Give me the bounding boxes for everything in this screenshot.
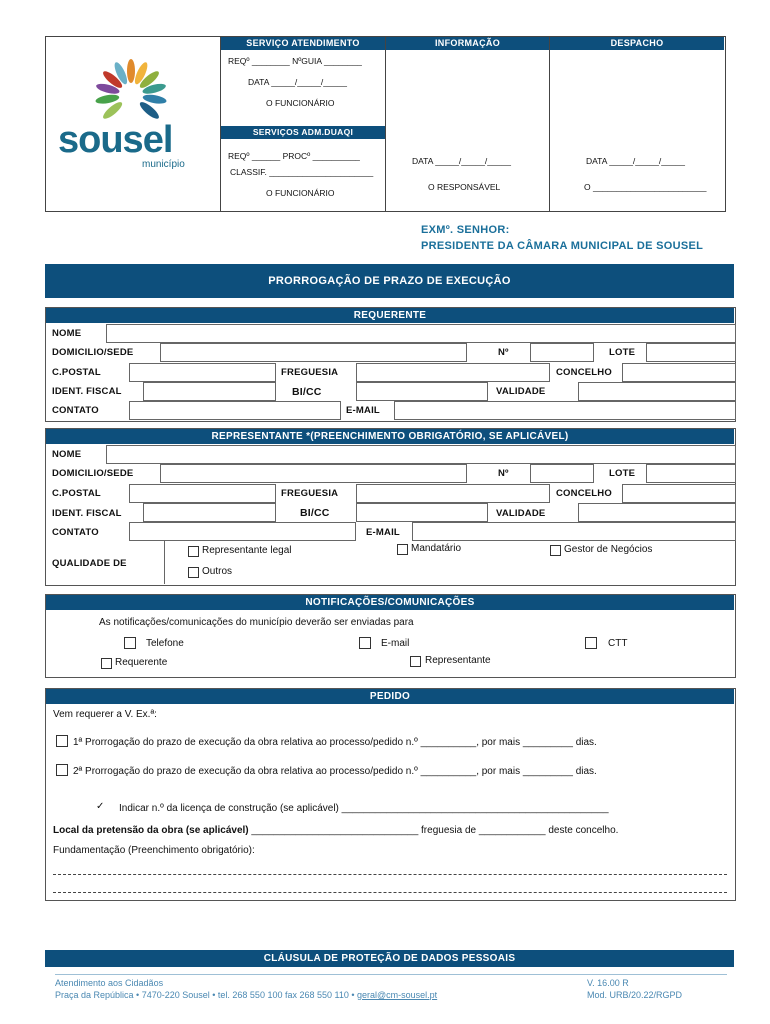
notif-requerente-label: Requerente bbox=[115, 657, 168, 668]
qualidade-outros-checkbox[interactable] bbox=[188, 567, 199, 578]
pedido-local-bold: Local da pretensão da obra (se aplicável) bbox=[53, 825, 249, 836]
despacho-signature: O ________________________ bbox=[584, 182, 707, 192]
footer-atendimento: Atendimento aos Cidadãos bbox=[55, 978, 164, 988]
rep-freguesia-input[interactable] bbox=[356, 484, 550, 503]
qualidade-mandatario-checkbox[interactable] bbox=[397, 544, 408, 555]
pedido-title: PEDIDO bbox=[46, 689, 734, 704]
qualidade-outros-label: Outros bbox=[202, 566, 233, 577]
addressee-line-2: PRESIDENTE DA CÂMARA MUNICIPAL DE SOUSEL bbox=[421, 240, 704, 252]
pedido-local-row bbox=[53, 825, 618, 836]
addressee-line-1: EXMº. SENHOR: bbox=[421, 224, 510, 236]
pedido-local-rest: ______________________________ freguesia de ____________ deste concelho. bbox=[248, 825, 619, 836]
qualidade-rep-legal-checkbox[interactable] bbox=[188, 546, 199, 557]
notif-representante-label: Representante bbox=[425, 655, 491, 666]
rep-numero-input[interactable] bbox=[530, 464, 594, 483]
notif-representante-checkbox[interactable] bbox=[410, 656, 421, 667]
pedido-intro: Vem requerer a V. Ex.ª: bbox=[53, 709, 157, 720]
pedido-opt1-checkbox[interactable] bbox=[56, 735, 68, 747]
notif-telefone-label: Telefone bbox=[146, 638, 184, 649]
rep-label-ident-fiscal: IDENT. FISCAL bbox=[52, 508, 122, 519]
contato-input[interactable] bbox=[129, 401, 341, 420]
form-title: PRORROGAÇÃO DE PRAZO DE EXECUÇÃO bbox=[45, 264, 734, 298]
rep-lote-input[interactable] bbox=[646, 464, 736, 483]
label-cpostal: C.POSTAL bbox=[52, 367, 101, 378]
pedido-opt1-label: 1ª Prorrogação do prazo de execução da obra relativa ao processo/pedido n.º __________, por mais _________ dias. bbox=[73, 737, 597, 748]
notif-telefone-checkbox[interactable] bbox=[124, 637, 136, 649]
logo-wordmark: sousel bbox=[58, 119, 173, 161]
notif-ctt-checkbox[interactable] bbox=[585, 637, 597, 649]
classif-field: CLASSIF. ______________________ bbox=[230, 167, 374, 177]
freguesia-input[interactable] bbox=[356, 363, 550, 382]
header-col-atendimento: SERVIÇO ATENDIMENTO bbox=[221, 37, 385, 50]
notif-email-checkbox[interactable] bbox=[359, 637, 371, 649]
representante-title: REPRESENTANTE *(PREENCHIMENTO OBRIGATÓRIO, SE APLICÁVEL) bbox=[46, 429, 734, 444]
req-proc-field: REQº ______ PROCº __________ bbox=[228, 151, 360, 161]
req-guia-field: REQº ________ NºGUIA ________ bbox=[228, 56, 362, 66]
header-col-despacho: DESPACHO bbox=[550, 37, 724, 50]
rep-label-validade: VALIDADE bbox=[496, 508, 546, 519]
label-validade: VALIDADE bbox=[496, 386, 546, 397]
responsavel-signature: O RESPONSÁVEL bbox=[428, 182, 501, 192]
header-col-informacao: INFORMAÇÃO bbox=[386, 37, 549, 50]
email-input[interactable] bbox=[394, 401, 736, 420]
label-domicilio: DOMICILIO/SEDE bbox=[52, 347, 134, 358]
label-contato: CONTATO bbox=[52, 405, 99, 416]
ident-fiscal-input[interactable] bbox=[143, 382, 276, 401]
logo-subtitle: município bbox=[142, 159, 185, 170]
notificacoes-intro: As notificações/comunicações do município deverão ser enviadas para bbox=[99, 617, 414, 628]
qualidade-gestor-checkbox[interactable] bbox=[550, 545, 561, 556]
clausula-title: CLÁUSULA DE PROTEÇÃO DE DADOS PESSOAIS bbox=[45, 950, 734, 967]
rep-validade-input[interactable] bbox=[578, 503, 736, 522]
label-ident-fiscal: IDENT. FISCAL bbox=[52, 386, 122, 397]
lote-input[interactable] bbox=[646, 343, 736, 362]
nome-input[interactable] bbox=[106, 324, 736, 343]
date-field-atendimento: DATA _____/_____/_____ bbox=[248, 77, 347, 87]
label-freguesia: FREGUESIA bbox=[281, 367, 339, 378]
rep-label-lote: LOTE bbox=[609, 468, 636, 479]
rep-label-concelho: CONCELHO bbox=[556, 488, 612, 499]
funcionario-signature-2: O FUNCIONÁRIO bbox=[266, 188, 335, 198]
rep-contato-input[interactable] bbox=[129, 522, 356, 541]
label-numero: Nº bbox=[498, 347, 509, 358]
numero-input[interactable] bbox=[530, 343, 594, 362]
funcionario-signature-1: O FUNCIONÁRIO bbox=[266, 98, 335, 108]
bicc-input[interactable] bbox=[356, 382, 488, 401]
qualidade-rep-legal-label: Representante legal bbox=[202, 545, 292, 556]
footer-email-link[interactable]: geral@cm-sousel.pt bbox=[357, 990, 438, 1000]
notif-requerente-checkbox[interactable] bbox=[101, 658, 112, 669]
rep-domicilio-input[interactable] bbox=[160, 464, 467, 483]
rep-label-email: E-MAIL bbox=[366, 527, 400, 538]
qualidade-gestor-label: Gestor de Negócios bbox=[564, 544, 653, 555]
servicos-adm-title: SERVIÇOS ADM.DUAQI bbox=[221, 126, 385, 139]
sousel-logo bbox=[56, 55, 206, 175]
rep-label-domicilio: DOMICILIO/SEDE bbox=[52, 468, 134, 479]
cpostal-input[interactable] bbox=[129, 363, 276, 382]
rep-label-qualidade: QUALIDADE DE bbox=[52, 558, 127, 569]
rep-email-input[interactable] bbox=[412, 522, 736, 541]
label-email: E-MAIL bbox=[346, 405, 380, 416]
rep-label-nome: NOME bbox=[52, 449, 82, 460]
rep-ident-fiscal-input[interactable] bbox=[143, 503, 276, 522]
fundamentacao-line-1[interactable] bbox=[53, 874, 727, 875]
requerente-title: REQUERENTE bbox=[46, 308, 734, 323]
label-lote: LOTE bbox=[609, 347, 636, 358]
rep-label-bicc: BI/CC bbox=[300, 507, 330, 519]
concelho-input[interactable] bbox=[622, 363, 736, 382]
rep-bicc-input[interactable] bbox=[356, 503, 488, 522]
pedido-licenca-label: Indicar n.º da licença de construção (se aplicável) ________________________________________________ bbox=[119, 803, 609, 814]
qualidade-mandatario-label: Mandatário bbox=[411, 543, 462, 554]
footer-version: V. 16.00 R bbox=[587, 978, 629, 988]
rep-concelho-input[interactable] bbox=[622, 484, 736, 503]
rep-label-cpostal: C.POSTAL bbox=[52, 488, 101, 499]
rep-label-contato: CONTATO bbox=[52, 527, 99, 538]
date-field-despacho: DATA _____/_____/_____ bbox=[586, 156, 685, 166]
validade-input[interactable] bbox=[578, 382, 736, 401]
label-nome: NOME bbox=[52, 328, 82, 339]
pedido-opt2-label: 2ª Prorrogação do prazo de execução da obra relativa ao processo/pedido n.º __________, por mais _________ dias. bbox=[73, 766, 597, 777]
label-bicc: BI/CC bbox=[292, 386, 322, 398]
rep-label-freguesia: FREGUESIA bbox=[281, 488, 339, 499]
rep-cpostal-input[interactable] bbox=[129, 484, 276, 503]
rep-nome-input[interactable] bbox=[106, 445, 736, 464]
pedido-fundamentacao-label: Fundamentação (Preenchimento obrigatório): bbox=[53, 845, 255, 856]
footer-address-text: Praça da República • 7470-220 Sousel • tel. 268 550 100 fax 268 550 110 • bbox=[55, 990, 358, 1000]
check-mark-icon: ✓ bbox=[96, 801, 105, 812]
footer-address bbox=[55, 990, 437, 1000]
rep-label-numero: Nº bbox=[498, 468, 509, 479]
footer-model: Mod. URB/20.22/RGPD bbox=[587, 990, 683, 1000]
label-concelho: CONCELHO bbox=[556, 367, 612, 378]
pedido-opt2-checkbox[interactable] bbox=[56, 764, 68, 776]
notificacoes-title: NOTIFICAÇÕES/COMUNICAÇÕES bbox=[46, 595, 734, 610]
notif-email-label: E-mail bbox=[381, 638, 410, 649]
fundamentacao-line-2[interactable] bbox=[53, 892, 727, 893]
notif-ctt-label: CTT bbox=[608, 638, 628, 649]
date-field-informacao: DATA _____/_____/_____ bbox=[412, 156, 511, 166]
domicilio-input[interactable] bbox=[160, 343, 467, 362]
